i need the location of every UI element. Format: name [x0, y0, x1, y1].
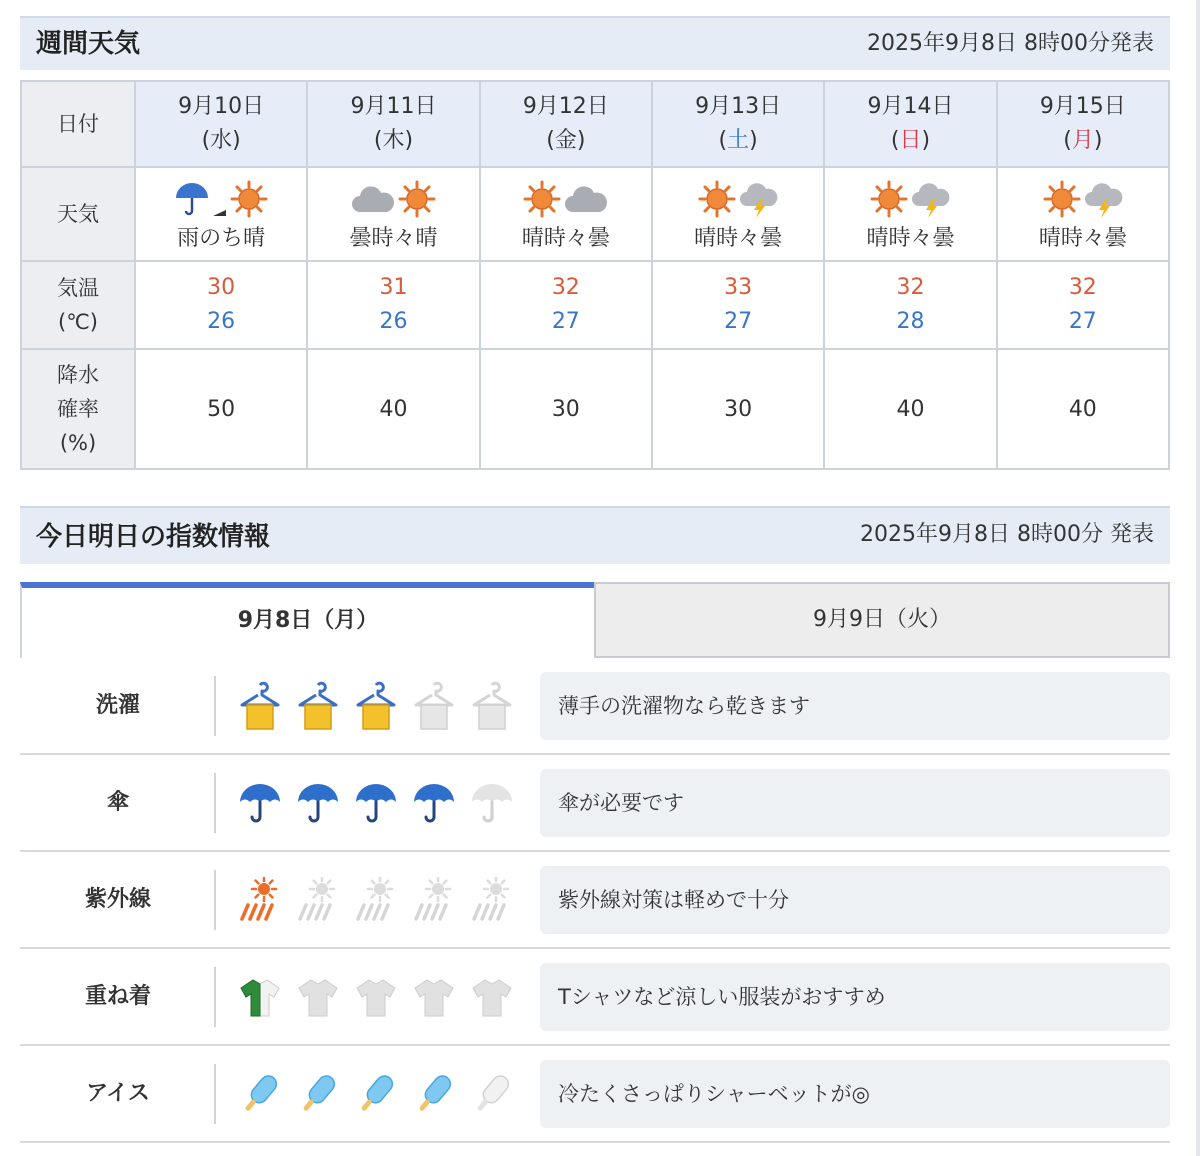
- day-date: 9月15日: [1039, 94, 1126, 119]
- divider: [214, 870, 216, 930]
- umbrella-icon: [470, 777, 514, 829]
- day-weather-cell: [307, 167, 479, 261]
- high-temp: 32: [551, 275, 580, 300]
- day-date: 9月14日: [867, 94, 954, 119]
- arrow-icon: [212, 180, 228, 218]
- high-temp: 32: [896, 275, 925, 300]
- weather-text: 晴時々曇: [521, 225, 610, 251]
- sun-icon: [398, 180, 436, 218]
- date-row-label: 日付: [21, 81, 135, 167]
- day-pop-cell: 30: [480, 349, 652, 469]
- weather-icons: [308, 179, 478, 219]
- index-row-laundry: [20, 658, 1170, 755]
- index-message: 冷たくさっぱりシャーベットが◎: [540, 1060, 1170, 1128]
- index-level-icons: [238, 674, 514, 738]
- thundercloud-icon: [738, 180, 778, 218]
- sun-icon: [1043, 180, 1081, 218]
- index-name: 傘: [106, 790, 129, 815]
- index-level-icons: [238, 1062, 514, 1126]
- uv-icon: [412, 874, 456, 926]
- day-date: 9月13日: [695, 94, 782, 119]
- weather-icons: [481, 179, 651, 219]
- index-name: 洗濯: [95, 693, 140, 718]
- high-temp: 30: [207, 275, 236, 300]
- day-date-cell: [480, 81, 652, 167]
- divider: [214, 967, 216, 1027]
- day-date-cell: [997, 81, 1169, 167]
- day-date-cell: [135, 81, 307, 167]
- day-weekday: (土): [718, 128, 758, 153]
- index-info-title: 今日明日の指数情報: [36, 522, 271, 552]
- clothing-icon: [412, 971, 456, 1023]
- index-level-icons: [238, 771, 514, 835]
- weekly-weather-title: 週間天気: [36, 29, 141, 59]
- sun-icon: [230, 180, 268, 218]
- weather-row: [21, 167, 1169, 261]
- popsicle-icon: [238, 1068, 282, 1120]
- index-name: 紫外線: [84, 887, 151, 912]
- divider: [214, 676, 216, 736]
- clothing-icon: [354, 971, 398, 1023]
- index-name: アイス: [86, 1081, 150, 1106]
- day-date-cell: [652, 81, 824, 167]
- umbrella-icon: [412, 777, 456, 829]
- sun-icon: [523, 180, 561, 218]
- day-pop-cell: 40: [824, 349, 996, 469]
- index-name: 重ね着: [84, 984, 151, 1009]
- cloud-icon: [563, 182, 609, 216]
- index-row-uv: [20, 852, 1170, 949]
- index-issued-time: 2025年9月8日 8時00分 発表: [860, 522, 1154, 547]
- umbrella-icon: [354, 777, 398, 829]
- day-pop-cell: 40: [307, 349, 479, 469]
- day-weather-cell: [824, 167, 996, 261]
- divider: [214, 773, 216, 833]
- day-weather-cell: [997, 167, 1169, 261]
- index-message: 傘が必要です: [540, 769, 1170, 837]
- uv-icon: [238, 874, 282, 926]
- day-temp-cell: [135, 261, 307, 349]
- weather-icons: [653, 179, 823, 219]
- clothing-icon: [470, 971, 514, 1023]
- weather-text: 曇時々晴: [349, 225, 438, 251]
- day-temp-cell: [652, 261, 824, 349]
- thundercloud-icon: [1083, 180, 1123, 218]
- low-temp: 26: [379, 309, 408, 334]
- day-date: 9月10日: [178, 94, 265, 119]
- low-temp: 27: [551, 309, 580, 334]
- index-message: Tシャツなど涼しい服装がおすすめ: [540, 963, 1170, 1031]
- thundercloud-icon: [910, 180, 950, 218]
- weather-text: 雨のち晴: [177, 225, 266, 251]
- uv-icon: [470, 874, 514, 926]
- scrollbar-edge: [1196, 0, 1200, 1156]
- day-weekday: (金): [546, 128, 586, 153]
- divider: [214, 1064, 216, 1124]
- day-temp-cell: [997, 261, 1169, 349]
- laundry-icon: [354, 680, 398, 732]
- temperature-row: [21, 261, 1169, 349]
- uv-icon: [296, 874, 340, 926]
- index-info-header: [20, 506, 1170, 564]
- laundry-icon: [238, 680, 282, 732]
- index-level-icons: [238, 965, 514, 1029]
- day-weekday: (月): [1063, 128, 1103, 153]
- weekly-issued-time: 2025年9月8日 8時00分発表: [867, 31, 1154, 56]
- laundry-icon: [470, 680, 514, 732]
- index-message: 薄手の洗濯物なら乾きます: [540, 672, 1170, 740]
- weekly-weather-table: [20, 80, 1170, 470]
- index-row-umbrella: [20, 755, 1170, 852]
- umbrella-icon: [174, 180, 210, 218]
- high-temp: 33: [724, 275, 753, 300]
- weather-row-label: 天気: [21, 167, 135, 261]
- index-level-icons: [238, 868, 514, 932]
- weather-text: 晴時々曇: [1038, 225, 1127, 251]
- tab-tomorrow[interactable]: 9月9日（火）: [594, 582, 1170, 658]
- precipitation-row: [21, 349, 1169, 469]
- precipitation-row-label: 降水 確率 (%): [21, 349, 135, 469]
- popsicle-icon: [354, 1068, 398, 1120]
- day-weather-cell: [652, 167, 824, 261]
- day-temp-cell: [480, 261, 652, 349]
- umbrella-icon: [238, 777, 282, 829]
- index-row-layering: [20, 949, 1170, 1046]
- temperature-row-label: 気温 (℃): [21, 261, 135, 349]
- sun-icon: [698, 180, 736, 218]
- popsicle-icon: [470, 1068, 514, 1120]
- uv-icon: [354, 874, 398, 926]
- low-temp: 27: [724, 309, 753, 334]
- day-pop-cell: 50: [135, 349, 307, 469]
- index-message: 紫外線対策は軽めで十分: [540, 866, 1170, 934]
- weather-icons: [825, 179, 995, 219]
- low-temp: 27: [1068, 309, 1097, 334]
- sun-icon: [870, 180, 908, 218]
- low-temp: 26: [207, 309, 236, 334]
- day-weekday: (日): [890, 128, 931, 153]
- day-pop-cell: 40: [997, 349, 1169, 469]
- umbrella-icon: [296, 777, 340, 829]
- cloud-icon: [350, 182, 396, 216]
- weather-icons: [136, 179, 306, 219]
- clothing-icon: [296, 971, 340, 1023]
- day-tabs: [20, 582, 1170, 658]
- day-weekday: (水): [201, 128, 241, 153]
- day-pop-cell: 30: [652, 349, 824, 469]
- laundry-icon: [296, 680, 340, 732]
- tab-today[interactable]: 9月8日（月）: [20, 582, 594, 658]
- weather-text: 晴時々曇: [694, 225, 783, 251]
- day-date-cell: [307, 81, 479, 167]
- day-date: 9月12日: [522, 94, 609, 119]
- popsicle-icon: [296, 1068, 340, 1120]
- weather-text: 晴時々曇: [866, 225, 955, 251]
- high-temp: 32: [1068, 275, 1097, 300]
- weekly-weather-header: [20, 16, 1170, 70]
- low-temp: 28: [896, 309, 925, 334]
- clothing-icon: [238, 971, 282, 1023]
- day-temp-cell: [307, 261, 479, 349]
- laundry-icon: [412, 680, 456, 732]
- day-date-cell: [824, 81, 996, 167]
- index-row-ice: [20, 1046, 1170, 1143]
- weather-icons: [998, 179, 1168, 219]
- day-date: 9月11日: [350, 94, 437, 119]
- day-weekday: (木): [373, 128, 414, 153]
- day-weather-cell: [480, 167, 652, 261]
- popsicle-icon: [412, 1068, 456, 1120]
- day-temp-cell: [824, 261, 996, 349]
- high-temp: 31: [379, 275, 408, 300]
- date-row: [21, 81, 1169, 167]
- day-weather-cell: [135, 167, 307, 261]
